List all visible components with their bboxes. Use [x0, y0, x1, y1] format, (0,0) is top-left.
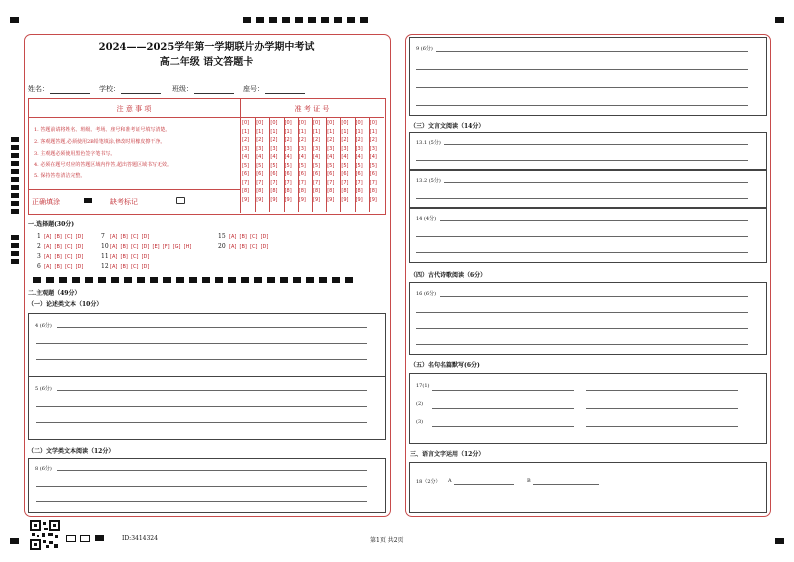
exam-id-bubble[interactable]: [4]: [284, 154, 292, 160]
answer-box-q13-1[interactable]: [409, 132, 767, 170]
exam-id-bubble[interactable]: [9]: [256, 196, 264, 203]
exam-id-bubble[interactable]: [0]: [355, 120, 363, 126]
exam-id-bubble[interactable]: [8]: [270, 188, 278, 194]
exam-id-bubble[interactable]: [7]: [341, 179, 349, 186]
side-marks-1: [11, 137, 19, 214]
exam-id-bubble[interactable]: [2]: [327, 137, 335, 143]
question-number: 3: [37, 253, 41, 260]
exam-id-bubble[interactable]: [2]: [284, 137, 292, 143]
exam-id-bubble[interactable]: [0]: [327, 120, 335, 126]
exam-id-bubble[interactable]: [3]: [355, 145, 363, 152]
exam-id-bubble[interactable]: [0]: [256, 120, 264, 126]
q17-2-label: (2): [416, 401, 424, 407]
exam-id-bubble[interactable]: [8]: [341, 188, 349, 194]
seat-label: 座号：: [243, 85, 264, 93]
q18-a-label: A: [448, 478, 452, 484]
q4-label: 4 (6分): [35, 323, 52, 329]
exam-id-bubble[interactable]: [2]: [369, 137, 377, 143]
answer-options[interactable]: [A] [B] [C] [D]: [110, 254, 150, 260]
exam-id-bubble[interactable]: [7]: [298, 179, 306, 186]
question-number: 6: [37, 263, 41, 270]
question-number: 2: [37, 243, 41, 250]
exam-title: 2024——2025学年第一学期联片办学期中考试: [98, 42, 315, 53]
correct-fill-label: 正确填涂: [32, 198, 60, 206]
exam-id-bubble[interactable]: [8]: [298, 188, 306, 194]
footer-box-3: [95, 535, 104, 541]
exam-id-bubble[interactable]: [0]: [341, 120, 349, 126]
section-6-title: 三、语言文字运用（12分）: [410, 451, 485, 458]
name-field[interactable]: [50, 93, 90, 94]
objective-title: 一.选择题(30分): [28, 221, 75, 228]
exam-id-bubble[interactable]: [2]: [256, 137, 264, 143]
exam-id-bubble[interactable]: [3]: [313, 145, 321, 152]
section-4-title: （四）古代诗歌阅读（6分）: [410, 272, 487, 279]
exam-id-bubble[interactable]: [7]: [355, 179, 363, 186]
exam-id-bubble[interactable]: [6]: [327, 171, 335, 177]
exam-id-bubble[interactable]: [9]: [270, 196, 278, 203]
exam-id-bubble[interactable]: [9]: [284, 196, 292, 203]
exam-id-bubble[interactable]: [8]: [284, 188, 292, 194]
exam-id-bubble[interactable]: [4]: [369, 154, 377, 160]
exam-id-bubble[interactable]: [7]: [369, 179, 377, 186]
section-3-title: （三）文言文阅读（14分）: [410, 123, 485, 130]
exam-id-bubble[interactable]: [5]: [256, 162, 264, 169]
subjective-title: 二.主观题（49分）: [28, 290, 81, 297]
notice-item-5: 5. 保持答卷清洁完整。: [34, 173, 86, 179]
q18-label: 18（2分）: [416, 479, 441, 485]
exam-id-bubble[interactable]: [7]: [242, 179, 250, 186]
exam-id-bubble[interactable]: [4]: [355, 154, 363, 160]
exam-id-bubble[interactable]: [3]: [270, 145, 278, 152]
exam-id-bubble[interactable]: [7]: [270, 179, 278, 186]
exam-id-bubble[interactable]: [0]: [313, 120, 321, 126]
exam-id-bubble[interactable]: [3]: [341, 145, 349, 152]
question-number: 11: [101, 253, 109, 260]
exam-id-bubble[interactable]: [1]: [369, 128, 377, 135]
q14-label: 14 (4分): [416, 216, 437, 222]
exam-id-bubble[interactable]: [0]: [270, 120, 278, 126]
exam-id-bubble[interactable]: [6]: [313, 171, 321, 177]
exam-id-bubble[interactable]: [8]: [242, 188, 250, 194]
exam-id-bubble[interactable]: [7]: [284, 179, 292, 186]
q9-label: 9 (6分): [416, 46, 433, 52]
exam-subtitle: 高二年级 语文答题卡: [159, 57, 254, 68]
exam-id-bubble[interactable]: [7]: [313, 179, 321, 186]
question-number: 12: [101, 263, 109, 270]
answer-options[interactable]: [A] [B] [C] [D]: [110, 264, 150, 270]
exam-id-bubble[interactable]: [5]: [270, 162, 278, 169]
exam-id-title: 准 考 证 号: [294, 105, 330, 113]
school-field[interactable]: [121, 93, 161, 94]
exam-id-bubble[interactable]: [9]: [242, 196, 250, 203]
exam-id-bubble[interactable]: [6]: [270, 171, 278, 177]
section-5-title: （五）名句名篇默写(6分): [410, 362, 480, 369]
exam-id-bubble[interactable]: [3]: [284, 145, 292, 152]
exam-id-bubble[interactable]: [7]: [327, 179, 335, 186]
section-2-title: （二）文学类文本阅读（12分）: [28, 448, 115, 455]
exam-id-bubble[interactable]: [6]: [341, 171, 349, 177]
notice-item-2: 2. 客观题答题,必须使用2B铅笔填涂,修改时用橡皮擦干净。: [34, 139, 166, 145]
exam-id-bubble[interactable]: [2]: [313, 137, 321, 143]
exam-id-bubble[interactable]: [9]: [355, 196, 363, 203]
answer-box-q5[interactable]: [28, 376, 386, 440]
question-number: 10: [101, 243, 109, 250]
notice-title: 注 意 事 项: [116, 105, 152, 113]
corner-mark-br: [775, 538, 784, 544]
exam-id-bubble[interactable]: [3]: [242, 145, 250, 152]
exam-id-bubble[interactable]: [3]: [369, 145, 377, 152]
exam-id-bubble[interactable]: [7]: [256, 179, 264, 186]
exam-id-bubble[interactable]: [3]: [298, 145, 306, 152]
exam-id-bubble[interactable]: [6]: [256, 171, 264, 177]
exam-id-bubble[interactable]: [4]: [242, 154, 250, 160]
section-1-title: （一）论述类文本（10分）: [28, 301, 103, 308]
school-label: 学校：: [99, 85, 120, 93]
correct-fill-sample: [84, 198, 92, 203]
exam-id-bubble[interactable]: [2]: [270, 137, 278, 143]
exam-id-bubble[interactable]: [5]: [313, 162, 321, 169]
q17-1-label: 17(1): [416, 383, 430, 389]
exam-id-bubble[interactable]: [4]: [341, 154, 349, 160]
exam-id-bubble[interactable]: [2]: [298, 137, 306, 143]
question-number: 7: [101, 233, 105, 240]
exam-id-bubble[interactable]: [1]: [298, 128, 306, 135]
exam-id-bubble[interactable]: [1]: [355, 128, 363, 135]
answer-options[interactable]: [A] [B] [C] [D]: [110, 234, 150, 240]
exam-id-bubble[interactable]: [4]: [298, 154, 306, 160]
answer-options[interactable]: [A] [B] [C] [D]: [44, 244, 84, 250]
exam-id-bubble[interactable]: [6]: [369, 171, 377, 177]
exam-id-bubble[interactable]: [5]: [242, 162, 250, 169]
answer-options[interactable]: [A] [B] [C] [D]: [44, 234, 84, 240]
answer-options[interactable]: [A] [B] [C] [D]: [229, 234, 269, 240]
answer-box-q4[interactable]: [28, 313, 386, 377]
q13-1-label: 13.1 (5分): [416, 140, 441, 146]
exam-id-bubble[interactable]: [4]: [327, 154, 335, 160]
exam-id-bubble[interactable]: [4]: [256, 154, 264, 160]
exam-id-bubble[interactable]: [0]: [284, 120, 292, 126]
exam-id-bubble[interactable]: [5]: [298, 162, 306, 169]
exam-id-bubble[interactable]: [6]: [298, 171, 306, 177]
question-number: 1: [37, 233, 41, 240]
name-label: 姓名：: [28, 85, 49, 93]
exam-id-bubble[interactable]: [5]: [341, 162, 349, 169]
answer-options[interactable]: [A] [B] [C] [D]: [44, 264, 84, 270]
middle-timing-marks: [33, 277, 353, 283]
q18-b-label: B: [527, 478, 531, 484]
side-marks-2: [11, 235, 19, 264]
exam-id-bubble[interactable]: [5]: [327, 162, 335, 169]
q13-2-label: 13.2 (5分): [416, 178, 441, 184]
exam-id-bubble[interactable]: [5]: [284, 162, 292, 169]
exam-id-bubble[interactable]: [1]: [341, 128, 349, 135]
footer-box-1: [66, 535, 76, 542]
exam-id-bubble[interactable]: [4]: [270, 154, 278, 160]
exam-id-bubble[interactable]: [6]: [242, 171, 250, 177]
notice-item-1: 1. 答题前请将姓名、班级、考场、座号和准考证号填写清楚。: [34, 127, 171, 133]
footer-box-2: [80, 535, 90, 542]
exam-id-bubble[interactable]: [3]: [256, 145, 264, 152]
exam-id-bubble[interactable]: [8]: [313, 188, 321, 194]
notice-item-4: 4. 必须在题号对应的答题区域内作答,超出答题区域书写无效。: [34, 162, 172, 168]
exam-id-bubble[interactable]: [1]: [327, 128, 335, 135]
corner-mark-tr: [775, 17, 784, 23]
qr-code-icon: [30, 520, 60, 550]
exam-id-bubble[interactable]: [2]: [355, 137, 363, 143]
class-field[interactable]: [194, 93, 234, 94]
exam-id-bubble[interactable]: [3]: [327, 145, 335, 152]
exam-id-bubble[interactable]: [0]: [242, 120, 250, 126]
exam-id-bubble[interactable]: [2]: [242, 137, 250, 143]
exam-id-bubble[interactable]: [1]: [256, 128, 264, 135]
exam-id-bubble[interactable]: [8]: [256, 188, 264, 194]
exam-id-bubble[interactable]: [1]: [242, 128, 250, 135]
top-timing-marks: [243, 17, 368, 23]
notice-item-3: 3. 主观题必须使用黑色签字笔书写。: [34, 151, 116, 157]
exam-id-bubble[interactable]: [2]: [341, 137, 349, 143]
answer-options[interactable]: [A] [B] [C] [D]: [44, 254, 84, 260]
answer-options[interactable]: [A] [B] [C] [D] [E] [F] [G] [H]: [110, 244, 192, 250]
corner-mark-bl: [10, 538, 19, 544]
exam-id-bubble[interactable]: [6]: [284, 171, 292, 177]
class-label: 班级：: [172, 85, 193, 93]
answer-options[interactable]: [A] [B] [C] [D]: [229, 244, 269, 250]
exam-id-bubble[interactable]: [9]: [369, 196, 377, 203]
answer-box-q18[interactable]: [409, 462, 767, 513]
q16-label: 16 (6分): [416, 291, 437, 297]
absent-label: 缺考标记: [110, 198, 138, 206]
seat-field[interactable]: [265, 93, 305, 94]
q8-label: 8 (6分): [35, 466, 52, 472]
exam-id-bubble[interactable]: [1]: [313, 128, 321, 135]
exam-id-bubble[interactable]: [8]: [355, 188, 363, 194]
exam-id-bubble[interactable]: [9]: [327, 196, 335, 203]
exam-id-bubble[interactable]: [6]: [355, 171, 363, 177]
question-number: 20: [218, 243, 226, 250]
exam-id-bubble[interactable]: [0]: [298, 120, 306, 126]
exam-id-bubble[interactable]: [0]: [369, 120, 377, 126]
exam-id-bubble[interactable]: [8]: [369, 188, 377, 194]
exam-id-bubble[interactable]: [1]: [284, 128, 292, 135]
exam-id-bubble[interactable]: [8]: [327, 188, 335, 194]
exam-id-bubble[interactable]: [9]: [313, 196, 321, 203]
exam-id-bubble[interactable]: [9]: [298, 196, 306, 203]
answer-box-q13-2[interactable]: [409, 170, 767, 208]
notice-bottom-line: [28, 189, 240, 190]
exam-id-bubble[interactable]: [4]: [313, 154, 321, 160]
absent-checkbox[interactable]: [176, 197, 185, 204]
exam-id-bubble[interactable]: [5]: [355, 162, 363, 169]
footer-page: 第1页 共2页: [370, 537, 404, 544]
q5-label: 5 (6分): [35, 386, 52, 392]
footer-id: ID:3414324: [122, 535, 158, 542]
question-number: 15: [218, 233, 226, 240]
exam-id-bubble[interactable]: [5]: [369, 162, 377, 169]
exam-id-bubble[interactable]: [1]: [270, 128, 278, 135]
q17-3-label: (3): [416, 419, 424, 425]
corner-mark-tl: [10, 17, 19, 23]
exam-id-bubble[interactable]: [9]: [341, 196, 349, 203]
